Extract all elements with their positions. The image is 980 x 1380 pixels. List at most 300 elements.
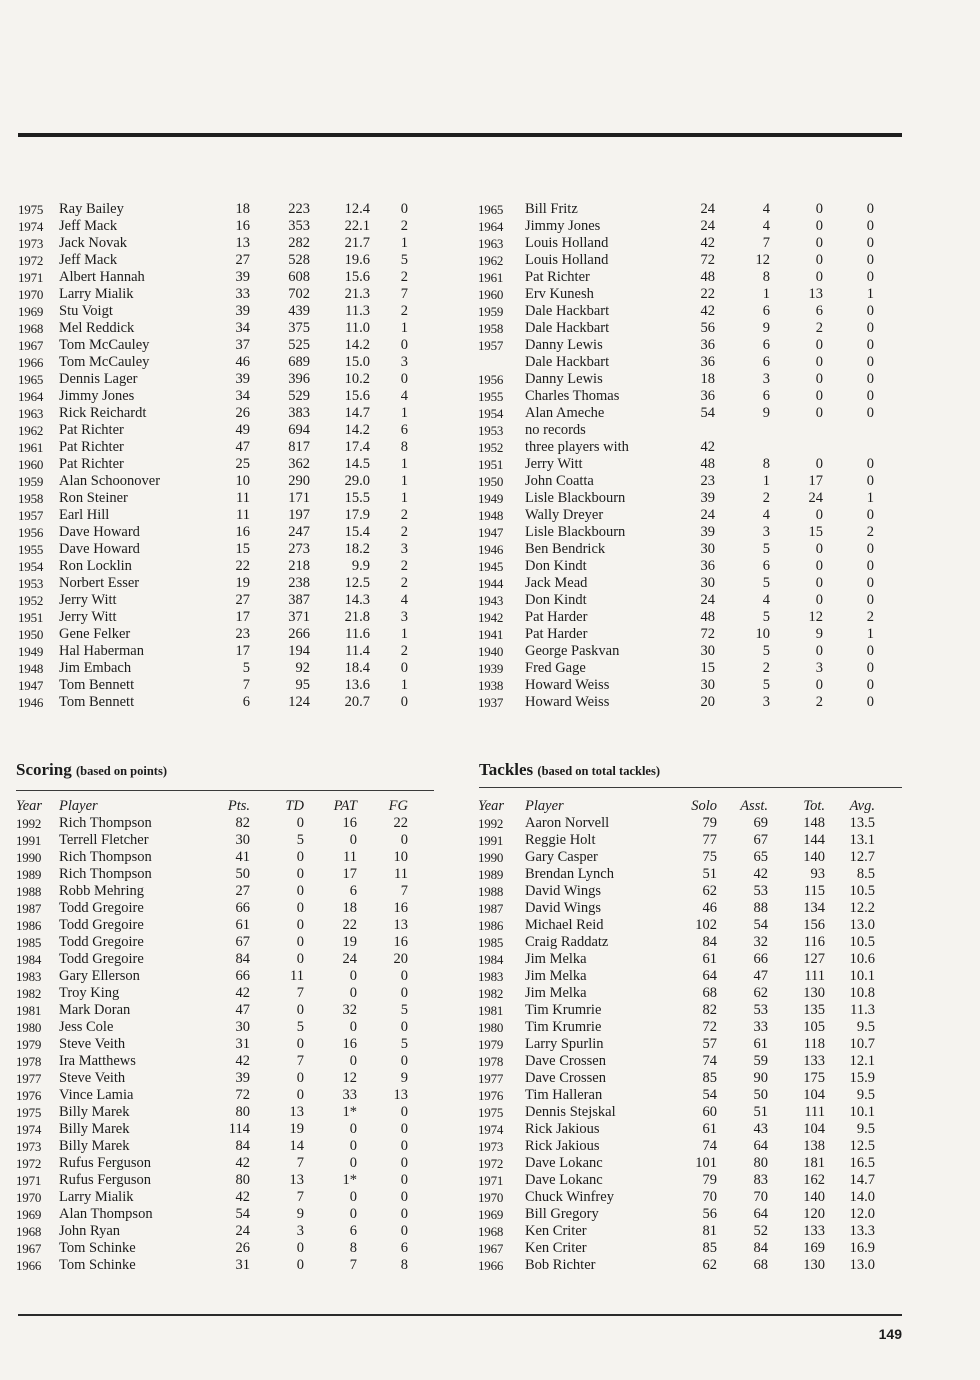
table-row: [18, 592, 418, 609]
header-c3: PAT: [333, 798, 357, 814]
cell-c4: 6: [400, 422, 408, 438]
cell-c3: 12: [342, 1070, 357, 1086]
cell-c1: 42: [700, 439, 715, 455]
cell-c3: 0: [815, 354, 823, 370]
cell-year: 1969: [18, 304, 44, 319]
table-row: [478, 985, 878, 1002]
table-row: [16, 1036, 416, 1053]
cell-c2: 53: [753, 883, 768, 899]
cell-c1: 22: [700, 286, 715, 302]
cell-c1: 39: [235, 269, 250, 285]
cell-year: 1969: [16, 1207, 42, 1222]
cell-c2: 0: [296, 1002, 304, 1018]
cell-c1: 34: [235, 388, 250, 404]
cell-c3: 15.4: [344, 524, 370, 540]
cell-year: 1948: [478, 508, 504, 523]
table-row: [16, 1155, 416, 1172]
cell-c2: 194: [288, 643, 310, 659]
cell-c4: 0: [866, 456, 874, 472]
cell-c3: 18.2: [344, 541, 370, 557]
cell-c3: 11.0: [345, 320, 370, 336]
cell-c4: 4: [400, 592, 408, 608]
cell-c1: 114: [228, 1121, 250, 1137]
cell-c1: 36: [700, 388, 715, 404]
cell-c1: 13: [235, 235, 250, 251]
cell-c2: 0: [296, 1070, 304, 1086]
cell-c2: 171: [288, 490, 310, 506]
table-row: [478, 269, 878, 286]
cell-player: Tim Krumrie: [525, 1002, 602, 1018]
cell-c3: 0: [349, 1121, 357, 1137]
cell-c1: 79: [702, 1172, 717, 1188]
cell-c1: 85: [702, 1070, 717, 1086]
cell-player: Todd Gregoire: [59, 900, 144, 916]
cell-c2: 0: [296, 900, 304, 916]
cell-c4: 8: [400, 1257, 408, 1273]
cell-year: 1977: [478, 1071, 504, 1086]
cell-c4: 16.9: [849, 1240, 875, 1256]
cell-c3: 0: [349, 968, 357, 984]
cell-c4: 5: [400, 1036, 408, 1052]
cell-player: Pat Harder: [525, 609, 588, 625]
table-row: [478, 303, 878, 320]
cell-player: Pat Harder: [525, 626, 588, 642]
table-row: [18, 235, 418, 252]
table-row: [478, 694, 878, 711]
cell-c2: 0: [296, 883, 304, 899]
cell-year: 1982: [478, 986, 504, 1001]
table-row: [18, 643, 418, 660]
cell-year: 1965: [478, 202, 504, 217]
table-row: [478, 643, 878, 660]
table-row: [18, 320, 418, 337]
table-row: [16, 1257, 416, 1274]
cell-c1: 30: [700, 677, 715, 693]
cell-player: Gary Ellerson: [59, 968, 140, 984]
cell-player: Earl Hill: [59, 507, 110, 523]
table-row: [478, 1138, 878, 1155]
scoring-table: [16, 798, 416, 1274]
cell-c3: 0: [349, 832, 357, 848]
cell-c4: 0: [400, 1138, 408, 1154]
table-row: [16, 1087, 416, 1104]
cell-year: 1946: [478, 542, 504, 557]
cell-c2: 13: [289, 1172, 304, 1188]
cell-player: Jim Melka: [525, 968, 587, 984]
cell-c2: 90: [753, 1070, 768, 1086]
cell-c2: 4: [762, 592, 770, 608]
table-row: [16, 1019, 416, 1036]
cell-player: Mel Reddick: [59, 320, 135, 336]
cell-c3: 0: [815, 643, 823, 659]
table-header-row: [478, 798, 878, 815]
cell-year: 1967: [16, 1241, 42, 1256]
header-c2: Asst.: [740, 798, 768, 814]
cell-year: 1956: [478, 372, 504, 387]
cell-year: 1967: [18, 338, 44, 353]
table-row: [16, 968, 416, 985]
cell-c2: 7: [296, 985, 304, 1001]
cell-player: Don Kindt: [525, 558, 587, 574]
cell-c4: 0: [400, 1155, 408, 1171]
cell-year: 1949: [18, 644, 44, 659]
cell-year: 1980: [16, 1020, 42, 1035]
cell-player: Stu Voigt: [59, 303, 113, 319]
cell-year: 1968: [478, 1224, 504, 1239]
table-row: [18, 439, 418, 456]
header-year: Year: [16, 798, 43, 814]
cell-c4: 0: [400, 694, 408, 710]
cell-c2: 9: [762, 320, 770, 336]
cell-year: 1973: [18, 236, 44, 251]
cell-c3: 1*: [342, 1172, 357, 1188]
cell-c3: 19: [342, 934, 357, 950]
cell-c4: 2: [400, 303, 408, 319]
cell-c4: 0: [866, 660, 874, 676]
cell-c1: 37: [235, 337, 250, 353]
cell-player: Dale Hackbart: [525, 320, 610, 336]
table-row: [18, 609, 418, 626]
cell-player: Dale Hackbart: [525, 354, 610, 370]
table-row: [18, 269, 418, 286]
cell-c3: 7: [349, 1257, 357, 1273]
table-row: [18, 660, 418, 677]
cell-c2: 7: [762, 235, 770, 251]
cell-c2: 62: [753, 985, 768, 1001]
cell-c3: 0: [349, 1019, 357, 1035]
table-row: [16, 1223, 416, 1240]
cell-c3: 0: [815, 456, 823, 472]
table-row: [16, 1121, 416, 1138]
cell-c3: 12.5: [344, 575, 370, 591]
table-row: [16, 917, 416, 934]
cell-player: Don Kindt: [525, 592, 587, 608]
cell-player: Jeff Mack: [59, 252, 118, 268]
cell-c4: 0: [866, 643, 874, 659]
table-row: [18, 541, 418, 558]
table-row: [18, 626, 418, 643]
cell-c3: 156: [803, 917, 825, 933]
cell-c4: 1: [400, 405, 408, 421]
cell-c1: 67: [235, 934, 250, 950]
cell-c3: 32: [342, 1002, 357, 1018]
cell-year: 1955: [478, 389, 504, 404]
cell-c2: 9: [296, 1206, 304, 1222]
cell-year: 1970: [16, 1190, 42, 1205]
cell-c3: 33: [342, 1087, 357, 1103]
header-year: Year: [478, 798, 505, 814]
cell-player: Jimmy Jones: [525, 218, 601, 234]
table-row: [478, 473, 878, 490]
cell-c2: 371: [288, 609, 310, 625]
table-row: [478, 900, 878, 917]
cell-player: John Coatta: [525, 473, 594, 489]
cell-c2: 525: [288, 337, 310, 353]
table-row: [18, 694, 418, 711]
bottom-rule: [18, 1314, 902, 1316]
table-row: [478, 1206, 878, 1223]
cell-c1: 39: [700, 490, 715, 506]
cell-c1: 15: [700, 660, 715, 676]
cell-c3: 0: [815, 405, 823, 421]
table-row: [478, 832, 878, 849]
cell-player: Ben Bendrick: [525, 541, 606, 557]
cell-year: 1961: [18, 440, 44, 455]
cell-c1: 48: [700, 609, 715, 625]
cell-c3: 175: [803, 1070, 825, 1086]
cell-year: 1974: [18, 219, 44, 234]
cell-c2: 223: [288, 201, 310, 217]
cell-c4: 0: [400, 1053, 408, 1069]
cell-c3: 9.9: [351, 558, 370, 574]
cell-c3: 21.7: [344, 235, 370, 251]
cell-c1: 74: [702, 1138, 717, 1154]
cell-c4: 2: [866, 524, 874, 540]
table-row: [478, 439, 878, 456]
cell-c2: 608: [288, 269, 310, 285]
cell-c1: 11: [236, 490, 250, 506]
table-row: [478, 968, 878, 985]
cell-c3: 0: [815, 388, 823, 404]
cell-c4: 0: [866, 558, 874, 574]
cell-c1: 72: [700, 626, 715, 642]
cell-player: Reggie Holt: [525, 832, 596, 848]
table-row: [478, 1223, 878, 1240]
interception-records-table: [478, 201, 878, 711]
table-row: [16, 1206, 416, 1223]
table-row: [478, 354, 878, 371]
cell-c4: 10: [393, 849, 408, 865]
cell-c1: 49: [235, 422, 250, 438]
cell-c2: 6: [762, 337, 770, 353]
cell-year: 1980: [478, 1020, 504, 1035]
cell-c1: 11: [236, 507, 250, 523]
cell-year: 1946: [18, 695, 44, 710]
cell-player: Jim Embach: [59, 660, 132, 676]
cell-year: 1947: [18, 678, 44, 693]
cell-c2: 70: [753, 1189, 768, 1205]
cell-c3: 169: [803, 1240, 825, 1256]
table-header-row: [16, 798, 416, 815]
cell-c2: 6: [762, 303, 770, 319]
table-row: [16, 866, 416, 883]
cell-c1: 42: [700, 303, 715, 319]
cell-c2: 273: [288, 541, 310, 557]
cell-year: 1963: [18, 406, 44, 421]
cell-year: 1950: [478, 474, 504, 489]
cell-player: Erv Kunesh: [525, 286, 594, 302]
table-row: [18, 575, 418, 592]
cell-c4: 10.5: [849, 883, 875, 899]
table-row: [18, 490, 418, 507]
cell-c1: 24: [700, 507, 715, 523]
cell-c4: 0: [400, 201, 408, 217]
cell-player: Ray Bailey: [59, 201, 124, 217]
cell-player: Dennis Stejskal: [525, 1104, 616, 1120]
cell-c3: 15: [808, 524, 823, 540]
cell-c2: 0: [296, 934, 304, 950]
header-c4: Avg.: [849, 798, 875, 814]
cell-c2: 238: [288, 575, 310, 591]
cell-c3: 1*: [342, 1104, 357, 1120]
cell-year: 1967: [478, 1241, 504, 1256]
cell-c1: 101: [695, 1155, 717, 1171]
table-row: [478, 1002, 878, 1019]
cell-c1: 50: [235, 866, 250, 882]
cell-c1: 61: [702, 1121, 717, 1137]
cell-c4: 13.0: [849, 1257, 875, 1273]
cell-c1: 36: [700, 558, 715, 574]
scoring-section-rule: [16, 790, 434, 791]
cell-c2: 7: [296, 1053, 304, 1069]
cell-player: Jack Mead: [525, 575, 588, 591]
cell-c3: 0: [815, 235, 823, 251]
cell-c1: 7: [242, 677, 250, 693]
cell-c4: 10.1: [849, 1104, 875, 1120]
cell-player: Tom McCauley: [59, 354, 150, 370]
cell-year: 1992: [478, 816, 504, 831]
cell-c2: 32: [753, 934, 768, 950]
table-row: [478, 507, 878, 524]
cell-c3: 138: [803, 1138, 825, 1154]
table-row: [478, 320, 878, 337]
cell-c1: 26: [235, 1240, 250, 1256]
cell-player: Rick Jakious: [525, 1121, 600, 1137]
cell-player: Pat Richter: [525, 269, 590, 285]
cell-c3: 115: [803, 883, 825, 899]
cell-c3: 16: [342, 1036, 357, 1052]
cell-player: Ron Steiner: [59, 490, 128, 506]
cell-player: Danny Lewis: [525, 337, 603, 353]
table-row: [16, 1240, 416, 1257]
page-number: 149: [878, 1326, 902, 1342]
cell-c4: 1: [400, 490, 408, 506]
cell-player: Bill Gregory: [525, 1206, 599, 1222]
cell-player: Dave Crossen: [525, 1070, 606, 1086]
cell-year: 1983: [16, 969, 42, 984]
table-row: [478, 951, 878, 968]
cell-year: 1954: [478, 406, 504, 421]
cell-c1: 30: [235, 1019, 250, 1035]
table-row: [478, 626, 878, 643]
cell-player: Tom Schinke: [59, 1240, 136, 1256]
header-c3: Tot.: [803, 798, 825, 814]
cell-player: Wally Dreyer: [525, 507, 604, 523]
cell-c2: 64: [753, 1138, 768, 1154]
cell-year: 1972: [16, 1156, 42, 1171]
cell-c4: 13: [393, 1087, 408, 1103]
cell-c1: 17: [235, 643, 250, 659]
cell-year: 1969: [478, 1207, 504, 1222]
tackles-title: Tackles: [479, 760, 534, 779]
cell-c2: 2: [762, 660, 770, 676]
cell-c4: 8.5: [856, 866, 875, 882]
cell-c4: 1: [400, 626, 408, 642]
cell-c4: 15.9: [849, 1070, 875, 1086]
cell-c3: 22.1: [344, 218, 370, 234]
table-row: [478, 1070, 878, 1087]
cell-player: Charles Thomas: [525, 388, 620, 404]
table-row: [478, 1104, 878, 1121]
cell-year: 1949: [478, 491, 504, 506]
cell-c2: 84: [753, 1240, 768, 1256]
table-row: [478, 1019, 878, 1036]
cell-year: 1983: [478, 969, 504, 984]
cell-player: Pat Richter: [59, 439, 124, 455]
cell-c4: 10.6: [849, 951, 875, 967]
cell-player: Alan Ameche: [525, 405, 605, 421]
cell-player: Dave Howard: [59, 541, 140, 557]
cell-year: 1964: [18, 389, 44, 404]
cell-c4: 0: [400, 1104, 408, 1120]
cell-c1: 77: [702, 832, 717, 848]
cell-year: 1961: [478, 270, 504, 285]
cell-c2: 5: [296, 1019, 304, 1035]
cell-c4: 2: [400, 524, 408, 540]
table-row: [478, 677, 878, 694]
cell-c3: 0: [815, 201, 823, 217]
table-row: [18, 456, 418, 473]
cell-player: Brendan Lynch: [525, 866, 614, 882]
cell-c1: 23: [700, 473, 715, 489]
table-row: [18, 354, 418, 371]
cell-c1: 30: [700, 643, 715, 659]
table-row: [18, 405, 418, 422]
cell-c2: 8: [762, 269, 770, 285]
table-row: [16, 883, 416, 900]
cell-player: Chuck Winfrey: [525, 1189, 614, 1205]
cell-player: no records: [525, 422, 586, 438]
cell-c3: 17.9: [344, 507, 370, 523]
cell-c1: 18: [700, 371, 715, 387]
table-row: [16, 951, 416, 968]
cell-c1: 80: [235, 1172, 250, 1188]
cell-c1: 30: [700, 575, 715, 591]
cell-year: 1981: [16, 1003, 42, 1018]
cell-player: Albert Hannah: [59, 269, 145, 285]
cell-c1: 36: [700, 337, 715, 353]
cell-c3: 16: [342, 815, 357, 831]
cell-player: Jim Melka: [525, 951, 587, 967]
cell-c3: 135: [803, 1002, 825, 1018]
cell-c3: 14.5: [344, 456, 370, 472]
table-row: [478, 575, 878, 592]
cell-c2: 0: [296, 815, 304, 831]
cell-c4: 12.1: [849, 1053, 875, 1069]
cell-year: 1970: [478, 1190, 504, 1205]
cell-c4: 0: [400, 1172, 408, 1188]
header-c2: TD: [285, 798, 304, 814]
cell-player: Lisle Blackbourn: [525, 524, 626, 540]
cell-c3: 8: [349, 1240, 357, 1256]
cell-c3: 0: [349, 1206, 357, 1222]
cell-c2: 8: [762, 456, 770, 472]
cell-c4: 0: [866, 252, 874, 268]
cell-c1: 26: [235, 405, 250, 421]
cell-c1: 56: [702, 1206, 717, 1222]
cell-c3: 0: [349, 1138, 357, 1154]
cell-year: 1962: [478, 253, 504, 268]
table-row: [16, 832, 416, 849]
cell-c3: 0: [815, 677, 823, 693]
cell-c2: 3: [762, 524, 770, 540]
cell-c1: 72: [702, 1019, 717, 1035]
cell-player: John Ryan: [59, 1223, 121, 1239]
cell-c1: 18: [235, 201, 250, 217]
cell-player: Billy Marek: [59, 1104, 130, 1120]
cell-c3: 18: [342, 900, 357, 916]
cell-c3: 14.3: [344, 592, 370, 608]
